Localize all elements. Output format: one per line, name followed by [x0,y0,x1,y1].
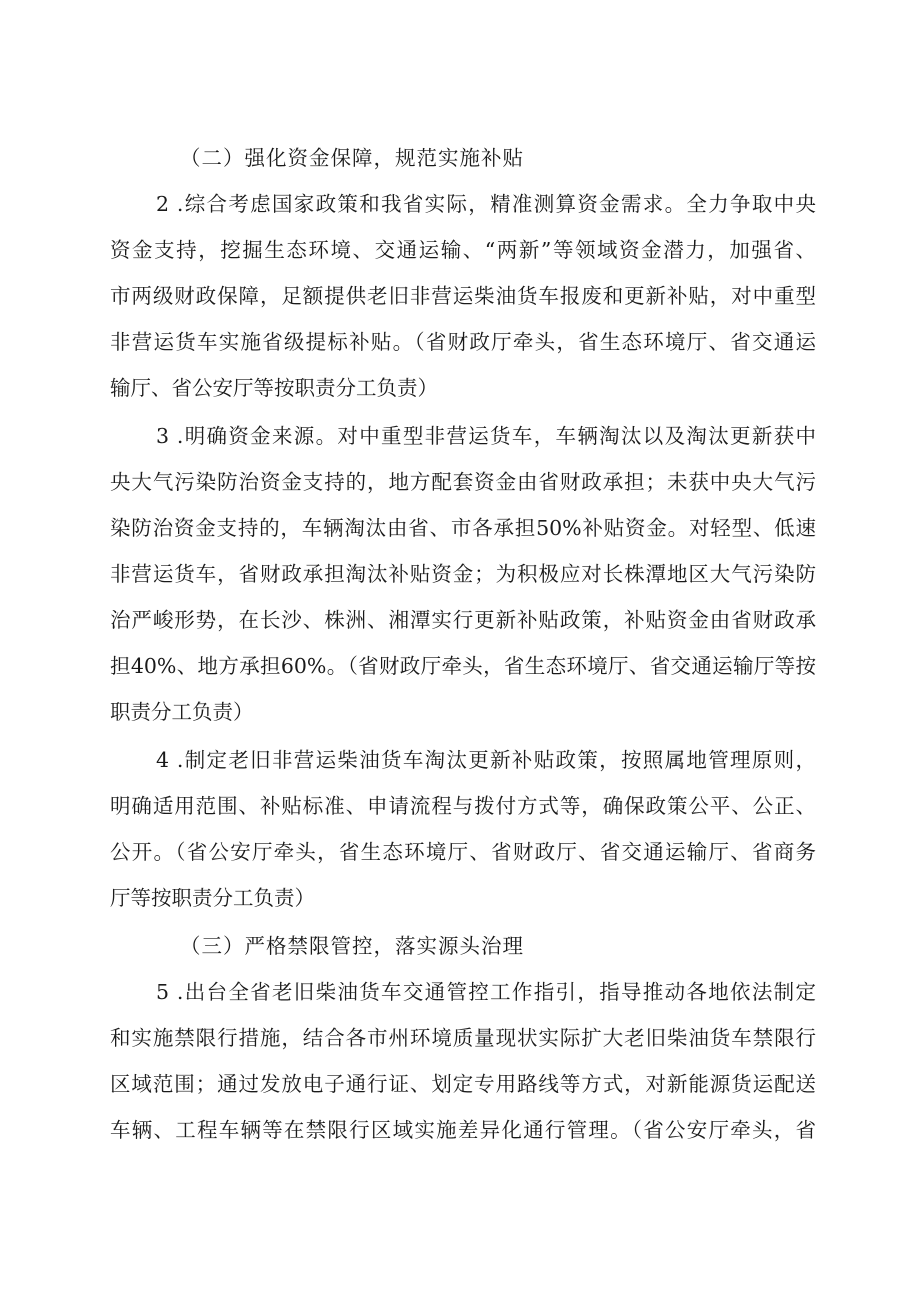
text-line: 2 .综合考虑国家政策和我省实际，精准测算资金需求。全力争取中央 [156,192,816,216]
text-line: 职责分工负责） [110,700,254,724]
text-line: 明确适用范围、补贴标准、申请流程与拨付方式等，确保政策公平、公正、 [110,794,816,818]
text-line: 输厅、省公安厅等按职责分工负责） [110,376,438,400]
paragraph-line [0,466,920,498]
text-line: 非营运货车，省财政承担淘汰补贴资金；为积极应对长株潭地区大气污染防 [110,562,816,586]
text-line: 车辆、工程车辆等在禁限行区域实施差异化通行管理。（省公安厅牵头，省 [110,1118,816,1142]
text-line: 厅等按职责分工负责） [110,886,315,910]
paragraph-line [0,882,920,914]
paragraph-line [0,558,920,590]
paragraph-line [0,326,920,358]
section-heading-2 [0,142,920,174]
text-line: 染防治资金支持的，车辆淘汰由省、市各承担50%补贴资金。对轻型、低速 [110,516,816,540]
paragraph-line [0,1068,920,1100]
paragraph-line [0,372,920,404]
paragraph-line [0,512,920,544]
text-line: 5 .出台全省老旧柴油货车交通管控工作指引，指导推动各地依法制定 [156,980,816,1004]
heading-text: （三）严格禁限管控，落实源头治理 [180,934,524,958]
paragraph-line [0,234,920,266]
text-line: 央大气污染防治资金支持的，地方配套资金由省财政承担；未获中央大气污 [110,470,816,494]
text-line: 资金支持，挖掘生态环境、交通运输、“两新”等领域资金潜力，加强省、 [110,238,816,262]
text-line: 治严峻形势，在长沙、株洲、湘潭实行更新补贴政策，补贴资金由省财政承 [110,608,816,632]
text-line: 区域范围；通过发放电子通行证、划定专用路线等方式，对新能源货运配送 [110,1072,816,1096]
paragraph-line [0,976,920,1008]
text-line: 非营运货车实施省级提标补贴。（省财政厅牵头，省生态环境厅、省交通运 [110,330,816,354]
paragraph-line [0,188,920,220]
text-line: 市两级财政保障，足额提供老旧非营运柴油货车报废和更新补贴，对中重型 [110,284,816,308]
paragraph-line [0,280,920,312]
section-heading-3 [0,930,920,962]
paragraph-line [0,836,920,868]
paragraph-line [0,650,920,682]
text-line: 4 .制定老旧非营运柴油货车淘汰更新补贴政策，按照属地管理原则， [156,748,816,772]
paragraph-line [0,420,920,452]
text-line: 担40%、地方承担60%。（省财政厅牵头，省生态环境厅、省交通运输厅等按 [110,654,816,678]
text-line: 公开。（省公安厅牵头，省生态环境厅、省财政厅、省交通运输厅、省商务 [110,840,816,864]
paragraph-line [0,696,920,728]
paragraph-line [0,604,920,636]
paragraph-line [0,790,920,822]
heading-text: （二）强化资金保障，规范实施补贴 [180,146,524,170]
paragraph-line [0,1022,920,1054]
paragraph-line [0,744,920,776]
paragraph-line [0,1114,920,1146]
text-line: 和实施禁限行措施，结合各市州环境质量现状实际扩大老旧柴油货车禁限行 [110,1026,816,1050]
text-line: 3 .明确资金来源。对中重型非营运货车，车辆淘汰以及淘汰更新获中 [156,424,816,448]
